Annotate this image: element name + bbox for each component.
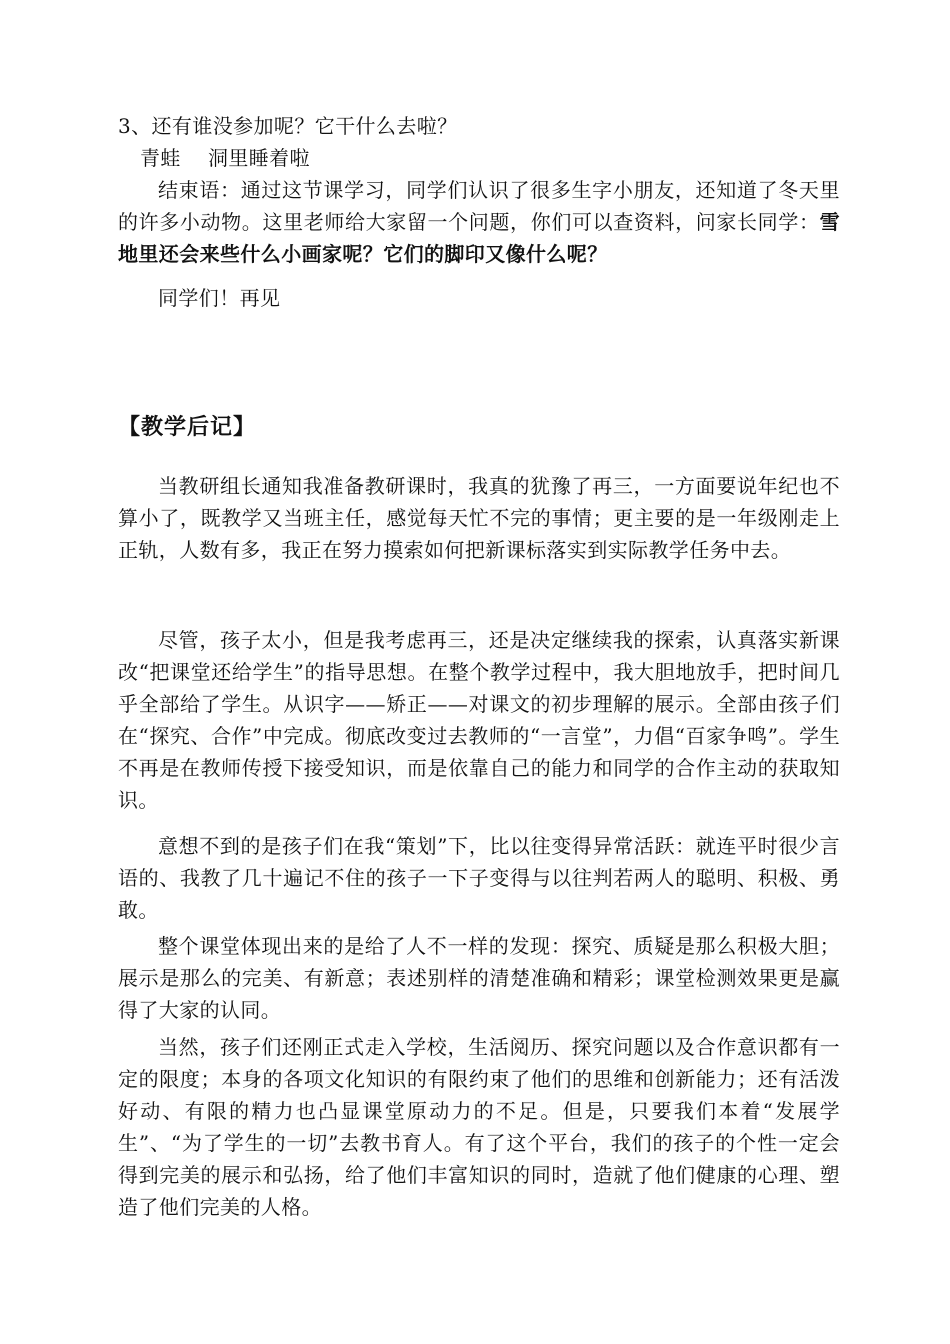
afterword-paragraph-2: 尽管，孩子太小，但是我考虑再三，还是决定继续我的探索，认真落实新课改“把课堂还给学生”的指导思想。在整个教学过程中，我大胆地放手，把时间几乎全部给了学生。从识字——矫正——对课文的初步理解的展示。全部由孩子们在“探究、合作”中完成。彻底改变过去教师的“一言堂”，力倡“百家争鸣”。学生不再是在教师传授下接受知识，而是依靠自己的能力和同学的合作主动的获取知识。	[118, 628, 841, 812]
answer-line: 青蛙 洞里睡着啦	[140, 146, 310, 170]
closing-question: 雪地里还会来些什么小画家呢？它们的脚印又像什么呢？	[118, 210, 840, 266]
goodbye-line: 同学们！再见	[158, 286, 281, 310]
closing-text: 结束语：通过这节课学习，同学们认识了很多生字小朋友，还知道了冬天里的许多小动物。这里老师给大家留一个问题，你们可以查资料，问家长同学：	[118, 178, 840, 234]
afterword-paragraph-5: 当然，孩子们还刚正式走入学校，生活阅历、探究问题以及合作意识都有一定的限度；本身的各项文化知识的有限约束了他们的思维和创新能力；还有活泼好动、有限的精力也凸显课堂原动力的不足。但是，只要我们本着“发展学生”、“为了学生的一切”去教书育人。有了这个平台，我们的孩子的个性一定会得到完美的展示和弘扬，给了他们丰富知识的同时，造就了他们健康的心理、塑造了他们完美的人格。	[118, 1035, 840, 1219]
afterword-paragraph-3: 意想不到的是孩子们在我“策划”下，比以往变得异常活跃：就连平时很少言语的、我教了几十遍记不住的孩子一下子变得与以往判若两人的聪明、积极、勇敢。	[118, 834, 840, 922]
afterword-heading: 【教学后记】	[118, 414, 257, 440]
question-3: 3、还有谁没参加呢？它干什么去啦？	[118, 114, 458, 138]
closing-paragraph	[118, 174, 840, 270]
afterword-paragraph-4: 整个课堂体现出来的是给了人不一样的发现：探究、质疑是那么积极大胆；展示是那么的完美、有新意；表述别样的清楚准确和精彩；课堂检测效果更是赢得了大家的认同。	[118, 934, 840, 1022]
afterword-paragraph-1: 当教研组长通知我准备教研课时，我真的犹豫了再三，一方面要说年纪也不算小了，既教学又当班主任，感觉每天忙不完的事情；更主要的是一年级刚走上正轨，人数有多，我正在努力摸索如何把新课标落实到实际教学任务中去。	[118, 474, 840, 562]
